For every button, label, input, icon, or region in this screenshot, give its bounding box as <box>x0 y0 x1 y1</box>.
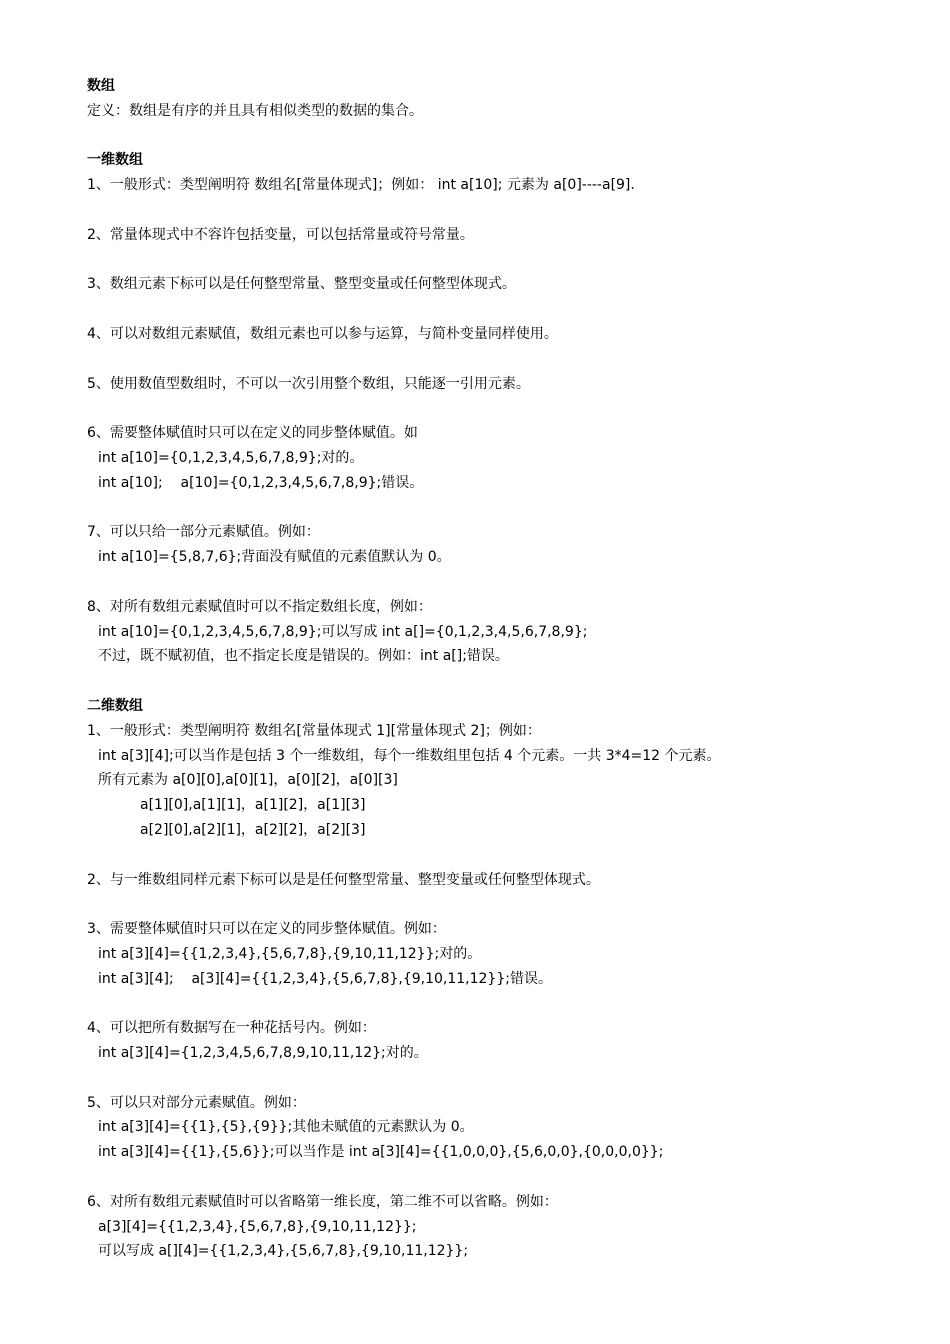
one-dim-item-2: 2、常量体现式中不容许包括变量，可以包括常量或符号常量。 <box>87 226 474 243</box>
one-dim-item-6: 6、需要整体赋值时只可以在定义的同步整体赋值。如 <box>87 425 418 442</box>
spacer <box>87 669 907 694</box>
element-list: 所有元素为 a[0][0],a[0][1]，a[0][2]，a[0][3] <box>98 772 398 789</box>
two-dim-item-3: 3、需要整体赋值时只可以在定义的同步整体赋值。例如： <box>87 921 446 938</box>
one-dim-item-3: 3、数组元素下标可以是任何整型常量、整型变量或任何整型体现式。 <box>87 276 516 293</box>
spacer <box>87 892 907 917</box>
code-example: int a[3][4]; a[3][4]={{1,2,3,4},{5,6,7,8},{9,10,11,12}};错误。 <box>98 970 552 987</box>
code-example: a[3][4]={{1,2,3,4},{5,6,7,8},{9,10,11,12}}; <box>98 1218 417 1235</box>
spacer <box>87 496 907 521</box>
spacer <box>87 297 907 322</box>
code-example: int a[3][4]={{1,2,3,4},{5,6,7,8},{9,10,11,12}};对的。 <box>98 945 482 962</box>
note-text: 不过，既不赋初值，也不指定长度是错误的。例如：int a[];错误。 <box>98 648 509 665</box>
two-dim-item-5: 5、可以只对部分元素赋值。例如： <box>87 1094 306 1111</box>
spacer <box>87 347 907 372</box>
one-dim-item-8: 8、对所有数组元素赋值时可以不指定数组长度，例如： <box>87 598 432 615</box>
code-example: int a[10]={0,1,2,3,4,5,6,7,8,9};可以写成 int a[]={0,1,2,3,4,5,6,7,8,9}; <box>98 623 588 640</box>
code-example: int a[10]={0,1,2,3,4,5,6,7,8,9};对的。 <box>98 449 364 466</box>
definition-text: 定义：数组是有序的并且具有相似类型的数据的集合。 <box>87 102 423 119</box>
spacer <box>87 1165 907 1190</box>
one-dim-item-4: 4、可以对数组元素赋值，数组元素也可以参与运算，与简朴变量同样使用。 <box>87 325 558 342</box>
two-dim-item-2: 2、与一维数组同样元素下标可以是是任何整型常量、整型变量或任何整型体现式。 <box>87 871 600 888</box>
document-page <box>87 74 907 1264</box>
spacer <box>87 248 907 273</box>
code-example: int a[3][4];可以当作是包括 3 个一维数组，每个一维数组里包括 4 个元素。一共 3*4=12 个元素。 <box>98 747 721 764</box>
element-list: a[1][0],a[1][1]，a[1][2]，a[1][3] <box>140 797 366 814</box>
code-example: int a[3][4]={{1},{5},{9}};其他未赋值的元素默认为 0。 <box>98 1119 474 1136</box>
code-example: int a[10]; a[10]={0,1,2,3,4,5,6,7,8,9};错误。 <box>98 474 424 491</box>
spacer <box>87 198 907 223</box>
one-dim-item-7: 7、可以只给一部分元素赋值。例如： <box>87 524 320 541</box>
spacer <box>87 1066 907 1091</box>
section-heading-one-dim: 一维数组 <box>87 152 143 169</box>
spacer <box>87 991 907 1016</box>
two-dim-item-4: 4、可以把所有数据写在一种花括号内。例如： <box>87 1020 376 1037</box>
code-example: 可以写成 a[][4]={{1,2,3,4},{5,6,7,8},{9,10,11,12}}; <box>98 1243 469 1260</box>
two-dim-item-1: 1、一般形式：类型阐明符 数组名[常量体现式 1][常量体现式 2]；例如： <box>87 722 541 739</box>
code-example: int a[10]={5,8,7,6};背面没有赋值的元素值默认为 0。 <box>98 549 451 566</box>
section-heading-two-dim: 二维数组 <box>87 697 143 714</box>
code-example: int a[3][4]={{1},{5,6}};可以当作是 int a[3][4]={{1,0,0,0},{5,6,0,0},{0,0,0,0}}; <box>98 1144 664 1161</box>
spacer <box>87 843 907 868</box>
spacer <box>87 396 907 421</box>
element-list: a[2][0],a[2][1]，a[2][2]，a[2][3] <box>140 821 366 838</box>
page-title: 数组 <box>87 78 115 94</box>
one-dim-item-5: 5、使用数值型数组时，不可以一次引用整个数组，只能逐一引用元素。 <box>87 375 530 392</box>
code-example: int a[3][4]={1,2,3,4,5,6,7,8,9,10,11,12};对的。 <box>98 1045 428 1062</box>
spacer <box>87 124 907 149</box>
one-dim-item-1: 1、一般形式：类型阐明符 数组名[常量体现式]；例如： int a[10]; 元素为 a[0]----a[9]. <box>87 177 635 194</box>
spacer <box>87 570 907 595</box>
two-dim-item-6: 6、对所有数组元素赋值时可以省略第一维长度，第二维不可以省略。例如： <box>87 1193 558 1210</box>
